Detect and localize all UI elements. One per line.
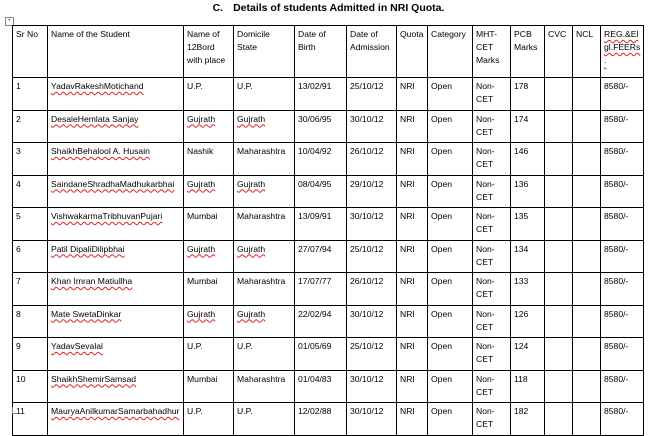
cell-reg-fees (601, 273, 644, 306)
table-row (13, 370, 644, 403)
cell-date-of-birth (295, 403, 347, 436)
cell-text: U.P. (237, 406, 253, 416)
cell-text: Maharashtra (237, 373, 286, 384)
cell-date-of-admission (347, 110, 397, 143)
cell-board-place (184, 338, 234, 371)
cell-pcb-marks (511, 78, 545, 111)
cell-reg-fees (601, 78, 644, 111)
cell-sr-no (13, 175, 48, 208)
cell-board-place (184, 78, 234, 111)
cell-pcb-marks (511, 403, 545, 436)
cell-student-name (48, 370, 184, 403)
cell-ncl (573, 208, 601, 241)
cell-text: 146 (514, 146, 529, 156)
cell-text: Gujrath (237, 178, 266, 189)
cell-text: 13/09/91 (298, 211, 332, 221)
cell-date-of-admission (347, 403, 397, 436)
cell-sr-no (13, 240, 48, 273)
cell-mht-cet-marks (473, 305, 511, 338)
cell-mht-cet-marks (473, 208, 511, 241)
cell-date-of-birth (295, 175, 347, 208)
table-row (13, 143, 644, 176)
cell-text: 11 (16, 406, 25, 416)
column-header-board-place: Name of 12Bord with place (184, 26, 234, 78)
cell-pcb-marks (511, 370, 545, 403)
cell-pcb-marks (511, 175, 545, 208)
cell-date-of-birth (295, 305, 347, 338)
cell-sr-no (13, 338, 48, 371)
cell-student-name (48, 240, 184, 273)
cell-text: Patil DipaliDilipbhai (51, 243, 125, 254)
cell-text: 25/10/12 (350, 341, 384, 351)
cell-date-of-admission (347, 273, 397, 306)
cell-text: Gujrath (187, 308, 216, 319)
cell-text: 182 (514, 406, 529, 416)
cell-text: Gujrath (187, 178, 216, 189)
table-row (13, 78, 644, 111)
cell-board-place (184, 175, 234, 208)
cell-date-of-admission (347, 338, 397, 371)
cell-ncl (573, 338, 601, 371)
cell-category (428, 338, 473, 371)
cell-text: SaindaneShradhaMadhukarbhai (51, 178, 175, 189)
table-row (13, 273, 644, 306)
table-body (13, 78, 644, 436)
cell-text: Open (431, 406, 453, 416)
table-row (13, 208, 644, 241)
cell-mht-cet-marks (473, 175, 511, 208)
cell-text: 8580/- (604, 211, 629, 221)
cell-text: 118 (514, 373, 528, 384)
cell-domicile-state (234, 338, 295, 371)
table-row (13, 338, 644, 371)
cell-quota (397, 370, 428, 403)
cell-text: 134 (514, 243, 529, 254)
cell-date-of-birth (295, 208, 347, 241)
cell-reg-fees (601, 110, 644, 143)
cell-student-name (48, 208, 184, 241)
cell-quota (397, 110, 428, 143)
cell-text: Mumbai (187, 276, 218, 286)
column-header-mht-cet-marks: MHT-CET Marks (473, 26, 511, 78)
cell-text: Gujrath (237, 308, 266, 319)
cell-text: 8580/- (604, 146, 629, 156)
cell-reg-fees (601, 240, 644, 273)
cell-text: 25/10/12 (350, 81, 384, 91)
cell-text: Non-CET (476, 146, 495, 169)
cell-cvc (545, 208, 573, 241)
cell-text: 29/10/12 (350, 178, 384, 189)
cell-text: NRI (400, 243, 415, 254)
cell-domicile-state (234, 403, 295, 436)
cell-text: 1 (16, 81, 21, 91)
cell-cvc (545, 110, 573, 143)
cell-date-of-birth (295, 338, 347, 371)
cell-text: NRI (400, 406, 415, 416)
cell-pcb-marks (511, 110, 545, 143)
cell-text: 7 (16, 276, 21, 286)
column-header-reg-fees: REG.&El gl.FEERs . (601, 26, 644, 78)
cell-mht-cet-marks (473, 273, 511, 306)
cell-text: 8580/- (604, 276, 629, 286)
cell-domicile-state (234, 175, 295, 208)
column-header-date-of-birth: Date of Birth (295, 26, 347, 78)
cell-text: 30/10/12 (350, 406, 384, 416)
cell-category (428, 403, 473, 436)
cell-reg-fees (601, 370, 644, 403)
cell-mht-cet-marks (473, 240, 511, 273)
column-header-student-name: Name of the Student (48, 26, 184, 78)
cell-text: 8580/- (604, 243, 629, 254)
cell-date-of-admission (347, 240, 397, 273)
column-header-ncl: NCL (573, 26, 601, 78)
cell-date-of-admission (347, 78, 397, 111)
cell-text: NRI (400, 308, 415, 319)
cell-cvc (545, 175, 573, 208)
cell-date-of-birth (295, 78, 347, 111)
cell-text: Non-CET (476, 406, 495, 429)
cell-category (428, 273, 473, 306)
cell-quota (397, 273, 428, 306)
cell-text: 8580/- (604, 406, 629, 416)
cell-text: Non-CET (476, 211, 495, 234)
table-row (13, 175, 644, 208)
cell-text: Non-CET (476, 113, 495, 137)
cell-text: MauryaAnilkumarSamarbahadhur (51, 406, 180, 416)
cell-text: 2 (16, 113, 21, 124)
cell-board-place (184, 208, 234, 241)
cell-text: 30/10/12 (350, 373, 384, 384)
cell-cvc (545, 338, 573, 371)
cell-text: 8580/- (604, 373, 629, 384)
cell-text: U.P. (237, 341, 253, 351)
cell-text: 4 (16, 178, 21, 189)
cell-cvc (545, 273, 573, 306)
cell-sr-no (13, 78, 48, 111)
cell-text: Open (431, 243, 453, 254)
cell-ncl (573, 78, 601, 111)
cell-mht-cet-marks (473, 143, 511, 176)
cell-category (428, 110, 473, 143)
cell-pcb-marks (511, 143, 545, 176)
column-header-quota: Quota (397, 26, 428, 78)
cell-text: 26/10/12 (350, 146, 384, 156)
cell-ncl (573, 110, 601, 143)
cell-text: Khan Imran Matiullha (51, 276, 133, 286)
cell-text: 26/10/12 (350, 276, 384, 286)
cell-text: Non-CET (476, 81, 495, 104)
cell-text: ShaikhShemirSamsad (51, 373, 137, 384)
cell-text: 6 (16, 243, 21, 254)
title-text: Details of students Admitted in NRI Quota. (233, 2, 445, 14)
cell-text: 10/04/92 (298, 146, 332, 156)
cell-text: 8580/- (604, 113, 629, 124)
cell-ncl (573, 370, 601, 403)
students-table (12, 25, 644, 436)
cell-quota (397, 403, 428, 436)
cell-cvc (545, 78, 573, 111)
cell-mht-cet-marks (473, 78, 511, 111)
cell-ncl (573, 175, 601, 208)
column-header-pcb-marks: PCB Marks (511, 26, 545, 78)
cell-student-name (48, 338, 184, 371)
cell-text: 13/02/91 (298, 81, 332, 91)
cell-pcb-marks (511, 305, 545, 338)
cell-reg-fees (601, 143, 644, 176)
cell-sr-no (13, 110, 48, 143)
cell-text: NRI (400, 373, 415, 384)
cell-ncl (573, 143, 601, 176)
table-row (13, 403, 644, 436)
cell-cvc (545, 305, 573, 338)
cell-ncl (573, 305, 601, 338)
cell-mht-cet-marks (473, 110, 511, 143)
cell-board-place (184, 273, 234, 306)
cell-text: 8580/- (604, 308, 629, 319)
cell-pcb-marks (511, 208, 545, 241)
cell-date-of-admission (347, 143, 397, 176)
cell-text: 135 (514, 211, 529, 221)
cell-date-of-admission (347, 208, 397, 241)
cell-mht-cet-marks (473, 403, 511, 436)
cell-text: 8 (16, 308, 21, 319)
column-header-sr-no: Sr No (13, 26, 48, 78)
cell-sr-no (13, 273, 48, 306)
cell-domicile-state (234, 78, 295, 111)
cell-text: 3 (16, 146, 21, 156)
cell-text: Mumbai (187, 211, 218, 221)
cell-date-of-birth (295, 370, 347, 403)
cell-reg-fees (601, 175, 644, 208)
cell-student-name (48, 403, 184, 436)
cell-ncl (573, 240, 601, 273)
cell-board-place (184, 110, 234, 143)
cell-sr-no (13, 370, 48, 403)
cell-text: U.P. (187, 81, 203, 91)
cell-text: Gujrath (187, 113, 216, 124)
cell-text: 8580/- (604, 341, 629, 351)
cell-ncl (573, 273, 601, 306)
cell-domicile-state (234, 110, 295, 143)
cell-text: Open (431, 373, 453, 384)
cell-domicile-state (234, 370, 295, 403)
cell-board-place (184, 143, 234, 176)
cell-category (428, 370, 473, 403)
cell-student-name (48, 175, 184, 208)
cell-text: 124 (514, 341, 529, 351)
cell-text: 30/10/12 (350, 211, 384, 221)
cell-text: Maharashtra (237, 211, 286, 221)
cell-text: 08/04/95 (298, 178, 332, 189)
cell-text: Open (431, 178, 453, 189)
cell-category (428, 305, 473, 338)
cell-end-marker (12, 407, 17, 414)
cell-text: 01/05/69 (298, 341, 332, 351)
cell-text: 22/02/94 (298, 308, 332, 319)
cell-text: Open (431, 81, 453, 91)
cell-text: U.P. (187, 406, 203, 416)
column-header-date-of-admission: Date of Admission (347, 26, 397, 78)
cell-text: Non-CET (476, 308, 495, 332)
cell-pcb-marks (511, 273, 545, 306)
cell-date-of-birth (295, 273, 347, 306)
cell-board-place (184, 403, 234, 436)
cell-domicile-state (234, 240, 295, 273)
cell-text: Maharashtra (237, 146, 286, 156)
cell-quota (397, 143, 428, 176)
cell-text: 126 (514, 308, 529, 319)
cell-text: 30/10/12 (350, 113, 384, 124)
table-row (13, 110, 644, 143)
document-title (0, 2, 657, 14)
cell-cvc (545, 143, 573, 176)
cell-student-name (48, 273, 184, 306)
cell-student-name (48, 143, 184, 176)
cell-quota (397, 78, 428, 111)
cell-text: 30/10/12 (350, 308, 384, 319)
cell-text: NRI (400, 113, 415, 124)
cell-text: 174 (514, 113, 529, 124)
cell-quota (397, 305, 428, 338)
cell-category (428, 240, 473, 273)
cell-text: NRI (400, 146, 415, 156)
cell-text: NRI (400, 211, 415, 221)
cell-text: Non-CET (476, 276, 495, 299)
cell-text: 8580/- (604, 178, 629, 189)
cell-quota (397, 338, 428, 371)
cell-text: ShaikhBehalool A. Husain (51, 146, 150, 156)
cell-student-name (48, 305, 184, 338)
cell-quota (397, 175, 428, 208)
move-handle-icon[interactable]: + (5, 17, 14, 26)
cell-text: DesaleHemlata Sanjay (51, 113, 139, 124)
cell-board-place (184, 370, 234, 403)
cell-sr-no (13, 143, 48, 176)
cell-quota (397, 208, 428, 241)
cell-text: 25/10/12 (350, 243, 384, 254)
cell-text: Open (431, 341, 453, 351)
cell-text: Open (431, 308, 453, 319)
cell-text: Gujrath (237, 113, 266, 124)
cell-text: 10 (16, 373, 26, 384)
cell-text: Nashik (187, 146, 214, 156)
cell-mht-cet-marks (473, 338, 511, 371)
cell-sr-no (13, 403, 48, 436)
cell-text: Gujrath (237, 243, 266, 254)
cell-date-of-birth (295, 143, 347, 176)
cell-text: 133 (514, 276, 529, 286)
cell-mht-cet-marks (473, 370, 511, 403)
cell-category (428, 208, 473, 241)
cell-reg-fees (601, 208, 644, 241)
cell-text: 27/07/94 (298, 243, 332, 254)
cell-text: Non-CET (476, 373, 495, 397)
cell-date-of-admission (347, 370, 397, 403)
cell-date-of-birth (295, 240, 347, 273)
cell-sr-no (13, 208, 48, 241)
cell-text: Non-CET (476, 341, 495, 364)
column-header-category: Category (428, 26, 473, 78)
cell-reg-fees (601, 338, 644, 371)
cell-cvc (545, 403, 573, 436)
cell-text: 12/02/88 (298, 406, 332, 416)
cell-cvc (545, 240, 573, 273)
cell-pcb-marks (511, 240, 545, 273)
cell-ncl (573, 403, 601, 436)
cell-text: Open (431, 276, 453, 286)
header-row (13, 26, 644, 78)
cell-text: Non-CET (476, 178, 495, 202)
title-letter: C. (212, 2, 224, 14)
cell-cvc (545, 370, 573, 403)
cell-text: 9 (16, 341, 21, 351)
cell-text: 178 (514, 81, 529, 91)
cell-text: 5 (16, 211, 21, 221)
cell-text: 17/07/77 (298, 276, 332, 286)
cell-text: NRI (400, 81, 415, 91)
cell-text: NRI (400, 178, 415, 189)
cell-text: Mate SwetaDinkar (51, 308, 122, 319)
cell-text: Gujrath (187, 243, 216, 254)
cell-sr-no (13, 305, 48, 338)
cell-category (428, 143, 473, 176)
cell-text: Non-CET (476, 243, 495, 267)
cell-text: Maharashtra (237, 276, 286, 286)
cell-text: NRI (400, 276, 415, 286)
cell-quota (397, 240, 428, 273)
cell-category (428, 78, 473, 111)
cell-domicile-state (234, 273, 295, 306)
table-row (13, 305, 644, 338)
cell-date-of-admission (347, 175, 397, 208)
cell-text: 01/04/83 (298, 373, 332, 384)
cell-reg-fees (601, 305, 644, 338)
cell-text: Open (431, 146, 453, 156)
cell-text: 30/06/95 (298, 113, 332, 124)
column-header-domicile-state: Domicile State (234, 26, 295, 78)
table-row (13, 240, 644, 273)
column-header-cvc: CVC (545, 26, 573, 78)
cell-text: Open (431, 113, 453, 124)
cell-text: Open (431, 211, 453, 221)
cell-domicile-state (234, 208, 295, 241)
cell-reg-fees (601, 403, 644, 436)
cell-text: YadavSevalal (51, 341, 103, 351)
cell-date-of-birth (295, 110, 347, 143)
cell-pcb-marks (511, 338, 545, 371)
cell-category (428, 175, 473, 208)
cell-text: NRI (400, 341, 415, 351)
cell-date-of-admission (347, 305, 397, 338)
cell-text: VishwakarmaTribhuvanPujari (51, 211, 163, 221)
cell-board-place (184, 240, 234, 273)
cell-text: Mumbai (187, 373, 218, 384)
cell-text: 136 (514, 178, 529, 189)
cell-text: YadavRakeshMotichand (51, 81, 144, 91)
cell-student-name (48, 110, 184, 143)
cell-domicile-state (234, 305, 295, 338)
cell-student-name (48, 78, 184, 111)
cell-board-place (184, 305, 234, 338)
cell-domicile-state (234, 143, 295, 176)
cell-text: 8580/- (604, 81, 629, 91)
cell-text: U.P. (187, 341, 203, 351)
cell-text: U.P. (237, 81, 253, 91)
